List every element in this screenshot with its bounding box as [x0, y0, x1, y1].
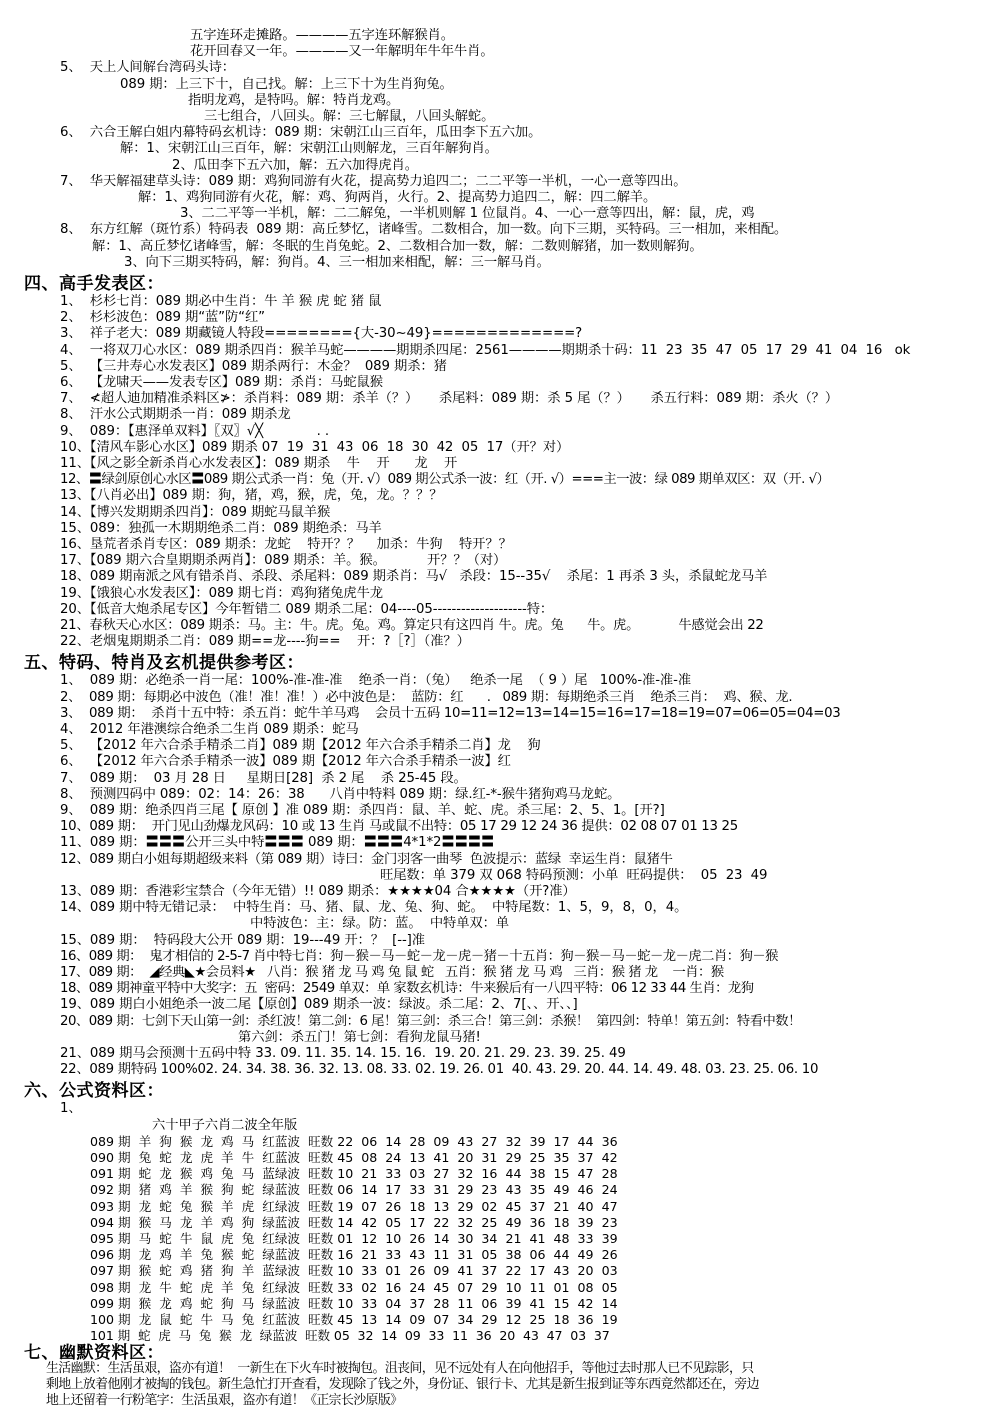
table-row: 096 期 龙 鸡 羊 兔 猴 蛇 绿蓝波 旺数 16 21 33 43 11 31 05 38 06 44 49 26: [90, 1247, 618, 1263]
top-line-4: 089 期：上三下十，自己找。解：上三下十为生肖狗兔。: [120, 76, 453, 92]
sec4-line-3: 3、 祥子老大：089 期藏镜人特段========{大-30~49}=============?: [60, 326, 583, 342]
sec4-line-21: 21、春秋天心水区：089 期杀：马。主：牛。虎。兔。鸡。算定只有这四肖 牛。虎。兔 牛。虎。 牛感觉会出 22: [60, 618, 764, 633]
sec5-line-12: 12、089 期白小姐每期超级来料（第 089 期）诗曰：金门羽客一曲琴 色波提示：蓝绿 幸运生肖：鼠猪牛: [60, 851, 673, 867]
sec4-line-9: 9、 089：【惠泽单双料】〖双〗√╳ . .: [60, 423, 330, 439]
sec5-line-8: 8、 预测四码中 089：02：14：26：38 八肖中特料 089 期：绿.红-*-猴牛猪狗鸡马龙蛇。: [60, 786, 621, 802]
top-line-5: 指明龙鸡，是特吗。解：特肖龙鸡。: [188, 92, 400, 108]
sec5-line-4: 4、 2012 年港澳综合绝杀二生肖 089 期杀：蛇马: [60, 722, 359, 737]
sec5-line-12b: 旺尾数：单 379 双 068 特码预测：小单 旺码提供： 05 23 49: [380, 867, 768, 883]
table-row: 094 期 猴 马 龙 羊 鸡 狗 绿蓝波 旺数 14 42 05 17 22 32 25 49 36 18 39 23: [90, 1214, 618, 1230]
section-5-heading: 五、特码、特肖及玄机提供参考区：: [24, 653, 304, 674]
humor-line-3: 地上还留着一行粉笔字：生活虽艰，盗亦有道！《正宗长沙原版》: [46, 1393, 403, 1408]
table-row: 089 期 羊 狗 猴 龙 鸡 马 红蓝波 旺数 22 06 14 28 09 43 27 32 39 17 44 36: [90, 1133, 618, 1149]
sec5-line-15: 15、089 期： 特码段大公开 089 期：19---49 开：？ [--]准: [60, 932, 425, 948]
sec5-line-3: 3、 089 期： 杀肖十五中特：杀五肖：蛇牛羊马鸡 会员十五码 10=11=12=13=14=15=16=17=18=19=07=06=05=04=03: [60, 705, 841, 721]
sec4-line-13: 13、【八肖必出】089 期：狗，猪，鸡，猴，虎，兔，龙。？？？: [60, 488, 443, 504]
sec4-line-4: 4、 一将双刀心水区：089 期杀四肖：猴羊马蛇————期期杀四尾：2561————期期杀十码：11 23 35 47 05 17 29 41 04 16 ok: [60, 342, 911, 358]
top-line-11: 解：1、鸡狗同游有火花，解：鸡、狗两肖，火行。2、提高势力追四二，解：四二解羊。: [138, 190, 657, 205]
sec5-line-14: 14、089 期中特无错记录： 中特生肖：马、猪、鼠、龙、兔、狗、蛇。 中特尾数：1、5，9，8，0，4。: [60, 900, 688, 916]
sec5-line-22: 22、089 期特码 100%02. 24. 34. 38. 36. 32. 13. 08. 33. 02. 19. 26. 01 40. 43. 29. 20. 44. 14. 49. 48. 03. 23. 25. 06. 10: [60, 1062, 819, 1078]
sec4-line-12: 12、〓绿剑原创心水区〓089 期公式杀一肖：兔（开. √）089 期公式杀一波：红（开. √）===主一波：绿 089 期单双区：双（开. √）: [60, 472, 830, 488]
sec5-line-1: 1、 089 期：必绝杀一肖一尾：100%-准-准-准 绝杀一肖：（兔） 绝杀一尾 （ 9 ）尾 100%-准-准-准: [60, 673, 692, 689]
sec6-item-number: 1、: [60, 1101, 82, 1117]
sec5-line-21: 21、089 期马会预测十五码中特 33. 09. 11. 35. 14. 15. 16. 19. 20. 21. 29. 23. 39. 25. 49: [60, 1046, 626, 1061]
sec4-line-5: 5、 【三井寿心水发表区】089 期杀两行：木金？ 089 期杀：猪: [60, 358, 447, 374]
sec4-line-16: 16、垦荒者杀肖专区：089 期杀：龙蛇 特开？？ 加杀：牛狗 特开？？: [60, 537, 512, 552]
sec4-line-18: 18、089 期南派之风有错杀肖、杀段、杀尾料：089 期杀肖：马√ 杀段：15--35√ 杀尾：1 再杀 3 头，杀鼠蛇龙马羊: [60, 569, 768, 585]
sec4-line-6: 6、 【龙啸天——发表专区】089 期：杀肖：马蛇鼠猴: [60, 375, 383, 390]
sec6-table-title: 六十甲子六肖二波全年版: [152, 1117, 298, 1133]
sec4-line-20: 20、【低音大炮杀尾专区】今年暂错二 089 期杀二尾：04----05--------------------特：: [60, 601, 554, 617]
table-row: 095 期 马 蛇 牛 鼠 虎 兔 红绿波 旺数 01 12 10 26 14 30 34 21 41 48 33 39: [90, 1231, 618, 1246]
top-line-12: 3、二二平等一半机，解：二二解兔，一半机则解 1 位鼠肖。4、一心一意等四出，解：鼠，虎，鸡: [180, 206, 755, 222]
sec4-line-8: 8、 汗水公式期期杀一肖：089 期杀龙: [60, 407, 291, 423]
top-line-2: 花开回春又一年。————又一年解明年牛年牛肖。: [190, 44, 494, 60]
sec5-line-11: 11、089 期：〓〓〓公开三头中特〓〓〓 089 期：〓〓〓4*1*2〓〓〓〓: [60, 835, 495, 851]
sec5-line-5: 5、 【2012 年六合杀手精杀二肖】089 期【2012 年六合杀手精杀二肖】龙 狗: [60, 738, 541, 754]
sec5-line-10: 10、089 期： 开门见山劲爆龙风码：10 或 13 生肖 马或鼠不出特：05 17 29 12 24 36 提供：02 08 07 01 13 25: [60, 819, 738, 835]
sec4-line-17: 17、【089 期六合皇期期杀两肖】：089 期杀：羊。猴。 开？？（对）: [60, 553, 507, 569]
sec4-line-2: 2、 杉杉波色：089 期“蓝”防“红”: [60, 310, 265, 326]
table-row: 098 期 龙 牛 蛇 虎 羊 兔 红绿波 旺数 33 02 16 24 45 07 29 10 11 01 08 05: [90, 1279, 618, 1295]
sec5-line-9: 9、 089 期：绝杀四肖三尾【 原创 】准 089 期：杀四肖：鼠、羊、蛇、虎。杀三尾：2、5、1。[开?]: [60, 803, 665, 818]
top-line-9: 2、瓜田李下五六加，解：五六加得虎肖。: [172, 157, 418, 173]
row-101: 101 期 蛇 虎 马 兔 猴 龙 绿蓝波 旺数 05 32 14 09 33 11 36 20 43 47 03 37: [90, 1328, 610, 1344]
section-7-heading: 七、幽默资料区：: [24, 1343, 164, 1364]
sec4-line-14: 14、【博兴发期期杀四肖】：089 期蛇马鼠羊猴: [60, 504, 331, 520]
top-line-10: 7、 华天解福建草头诗：089 期：鸡狗同游有火花，提高势力追四二；二二平等一半机，一心一意等四出。: [60, 173, 687, 189]
sec5-line-6: 6、 【2012 年六合杀手精杀一波】089 期【2012 年六合杀手精杀一波】红: [60, 754, 511, 770]
sec5-line-18: 18、089 期神童平特中大奖字：五 密码：2549 单双：单 家数玄机诗：牛来猴后有一八四平特：06 12 33 44 生肖：龙狗: [60, 981, 754, 997]
humor-line-1: 生活幽默：生活虽艰，盗亦有道！ 一新生在下火车时被掏包。沮丧间，见不远处有人在向他招手，等他过去时那人已不见踪影，只: [46, 1360, 754, 1376]
top-line-15: 3、向下三期买特码，解：狗肖。4、三一相加来相配，解：三一解马肖。: [124, 254, 550, 270]
sec5-line-14b: 中特波色：主：绿。防：蓝。 中特单双：单: [250, 916, 509, 932]
humor-line-2: 剩地上放着他刚才被掏的钱包。新生急忙打开查看，发现除了钱之外，身份证、银行卡、尤其是新生报到证等东西竟然都还在，旁边: [46, 1376, 759, 1392]
table-row: 099 期 猴 龙 鸡 蛇 狗 马 绿蓝波 旺数 10 33 04 37 28 11 06 39 41 15 42 14: [90, 1295, 618, 1311]
top-line-7: 6、 六合王解白姐内幕特码玄机诗：089 期：宋朝江山三百年，瓜田李下五六加。: [60, 125, 542, 141]
table-row: 090 期 兔 蛇 龙 虎 羊 牛 红蓝波 旺数 45 08 24 13 41 20 31 29 25 35 37 42: [90, 1150, 618, 1165]
sec4-line-10: 10、【清风车影心水区】089 期杀 07 19 31 43 06 18 30 42 05 17（开？对）: [60, 439, 570, 455]
table-row: 092 期 猪 鸡 羊 猴 狗 蛇 绿蓝波 旺数 06 14 17 33 31 29 23 43 35 49 46 24: [90, 1182, 618, 1198]
sec5-line-2: 2、 089 期：每期必中波色（准！准！准！）必中波色是： 蓝防：红 . 089 期：每期绝杀三肖 绝杀三肖： 鸡、猴、龙.: [60, 689, 793, 705]
sec4-line-22: 22、老烟鬼期期杀二肖：089 期==龙----狗== 开：?［?］（准？）: [60, 634, 470, 650]
sec5-line-17: 17、089 期： ◢经典◣★会员料★ 八肖：猴 猪 龙 马 鸡 兔 鼠 蛇 五肖：猴 猪 龙 马 鸡 三肖：猴 猪 龙 一肖：猴: [60, 965, 724, 980]
section-4-heading: 四、高手发表区：: [24, 274, 164, 294]
top-line-1: 五字连环走摊路。————五字连环解猴肖。: [190, 28, 454, 43]
table-row: 100 期 龙 鼠 蛇 牛 马 兔 红蓝波 旺数 45 13 14 09 07 34 29 12 25 18 36 19: [90, 1312, 618, 1327]
sec5-line-20b: 第六剑：杀五门！第七剑：看狗龙鼠马猪!: [238, 1029, 481, 1045]
sec5-line-7: 7、 089 期： 03 月 28 日 星期日[28] 杀 2 尾 杀 25-45 段。: [60, 770, 467, 786]
top-line-13: 8、 东方红解（斑竹系）特码表 089 期：高丘梦忆，诸峰雪。二数相合，加一数。向下三期，买特码。三一相加，来相配。: [60, 222, 788, 238]
sec4-line-15: 15、089：独孤一木期期绝杀二肖：089 期绝杀：马羊: [60, 520, 382, 536]
sec4-line-7: 7、 ≮超人迪加精准杀料区≯：杀肖料：089 期：杀羊（？） 杀尾料：089 期：杀 5 尾（？） 杀五行料：089 期：杀火（？）: [60, 391, 839, 407]
section-6-heading: 六、公式资料区：: [24, 1081, 164, 1102]
table-row: 093 期 龙 蛇 兔 猴 羊 虎 红绿波 旺数 19 07 26 18 13 29 02 45 37 21 40 47: [90, 1198, 618, 1214]
table-row: 097 期 猴 蛇 鸡 猪 狗 羊 蓝绿波 旺数 10 33 01 26 09 41 37 22 17 43 20 03: [90, 1263, 618, 1279]
sec4-line-1: 1、 杉杉七肖：089 期必中生肖：牛 羊 猴 虎 蛇 猪 鼠: [60, 294, 382, 309]
sec5-line-16: 16、089 期： 鬼才相信的 2-5-7 肖中特七肖：狗－猴－马－蛇－龙－虎－猪－十五肖：狗－猴－马－蛇－龙－虎二肖：狗－猴: [60, 948, 778, 964]
sec4-line-11: 11、【风之影全新杀肖心水发表区】：089 期杀 牛 开 龙 开: [60, 456, 458, 471]
top-line-8: 解：1、宋朝江山三百年，解：宋朝江山则解龙，三百年解狗肖。: [120, 141, 498, 157]
top-line-14: 解：1、高丘梦忆诸峰雪，解：冬眠的生肖兔蛇。2、二数相合加一数，解：二数则解猪，加一数则解狗。: [92, 238, 703, 254]
sec4-line-19: 19、【饿狼心水发表区】：089 期七肖：鸡狗猪兔虎牛龙: [60, 585, 383, 601]
sec5-line-20: 20、089 期：七剑下天山第一剑：杀红波！第二剑：6 尾！第三剑：杀三合！第三剑：杀猴！ 第四剑：特单！第五剑：特看中数！: [60, 1013, 801, 1029]
table-row: 091 期 蛇 龙 猴 鸡 兔 马 蓝绿波 旺数 10 21 33 03 27 32 16 44 38 15 47 28: [90, 1166, 618, 1182]
top-line-3: 5、 天上人间解台湾码头诗：: [60, 60, 235, 76]
top-line-6: 三七组合，八回头。解：三七解鼠，八回头解蛇。: [204, 109, 495, 124]
sec5-line-19: 19、089 期白小姐绝杀一波二尾【原创】089 期杀一波：绿波。杀二尾：2、7[、、开、、]: [60, 997, 578, 1013]
sec5-line-13: 13、089 期：香港彩宝禁合（今年无错）!! 089 期杀：★★★★04 合★★★★（开?准）: [60, 884, 576, 899]
